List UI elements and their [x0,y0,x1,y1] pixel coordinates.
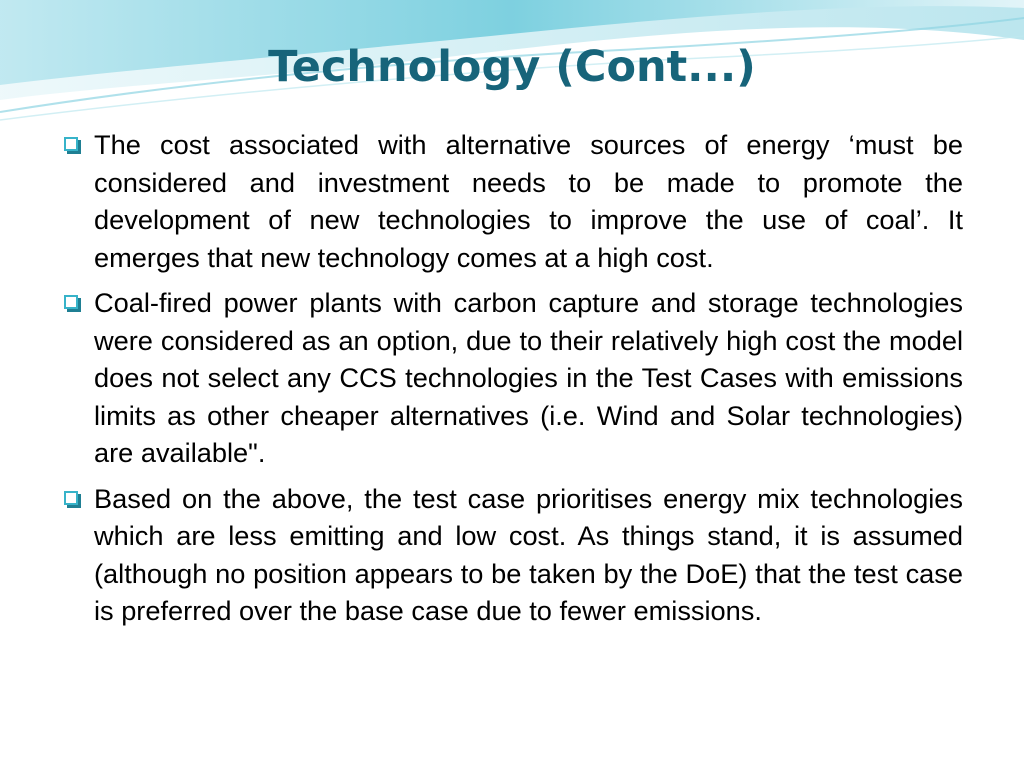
slide-title: Technology (Cont...) [268,42,756,92]
bullet-item [64,284,963,472]
checkbox-square-icon [64,295,78,309]
bullet-text: The cost associated with alternative sources of energy ‘must be considered and investment needs to be made to promote the development of new technologies to improve the use of coal’. It emerges that new technology comes at a high cost. [94,129,963,273]
bullet-item [64,480,963,630]
bullet-item [64,126,963,276]
checkbox-square-icon [64,137,78,151]
bullet-text: Coal-fired power plants with carbon capture and storage technologies were considered as an option, due to their relatively high cost the model does not select any CCS technologies in the Test Cases with emissions limits as other cheaper alternatives (i.e. Wind and Solar technologies) are available". [94,287,963,468]
checkbox-square-icon [64,491,78,505]
bullet-list [64,126,963,638]
bullet-text: Based on the above, the test case prioritises energy mix technologies which are less emitting and low cost. As things stand, it is assumed (although no position appears to be taken by the DoE) that the test case is preferred over the base case due to fewer emissions. [94,482,963,626]
